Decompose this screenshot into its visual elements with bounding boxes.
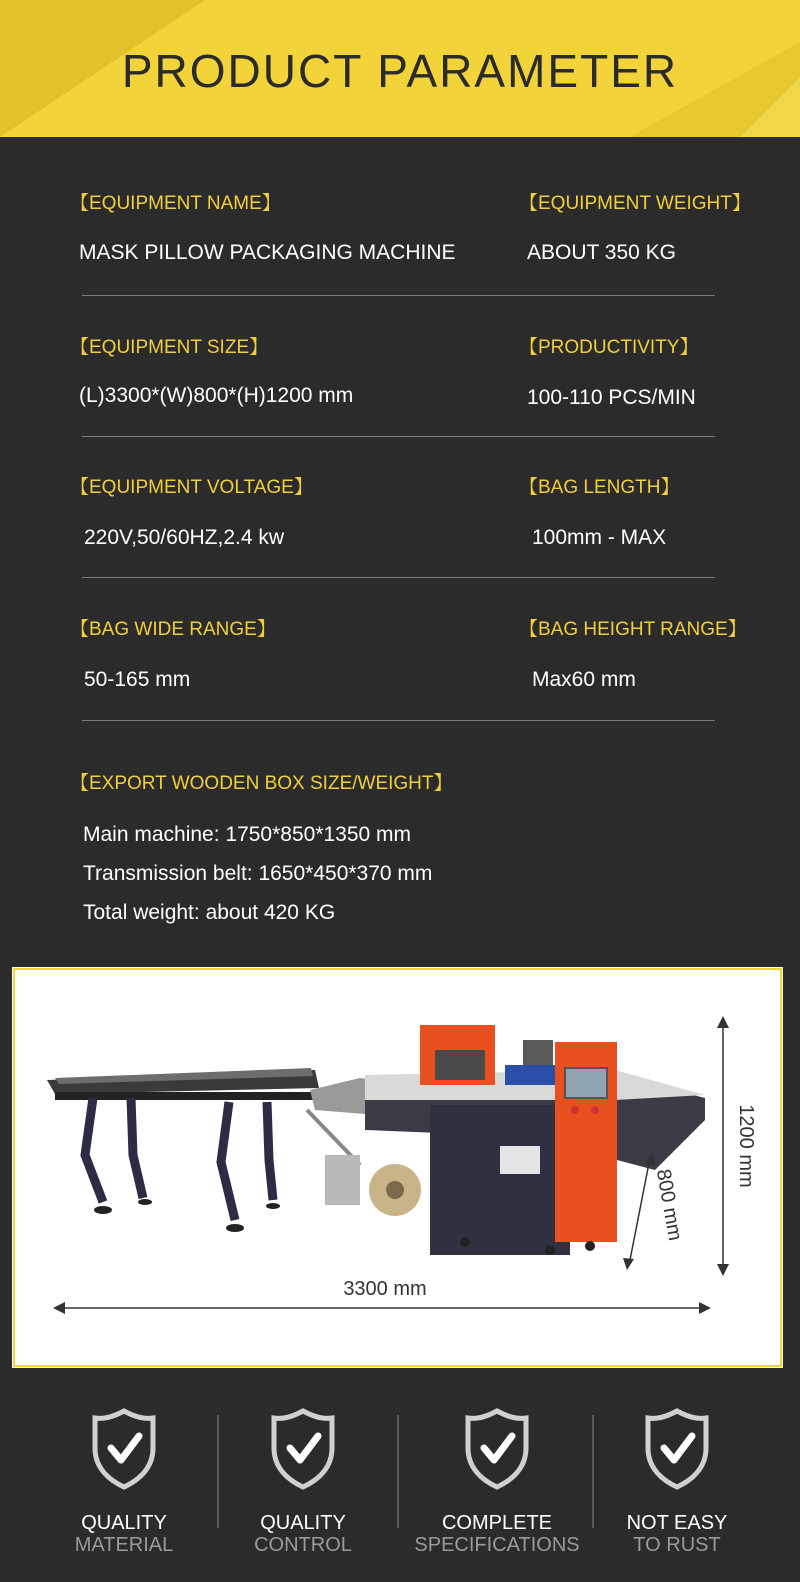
equipment-voltage-value: 220V,50/60HZ,2.4 kw bbox=[84, 526, 285, 549]
width-dimension bbox=[623, 1152, 656, 1270]
width-dimension-label: 800 mm bbox=[651, 1167, 687, 1243]
shield-check-icon bbox=[270, 1408, 336, 1490]
feature-separator bbox=[397, 1415, 399, 1528]
export-box-label: 【EXPORT WOODEN BOX SIZE/WEIGHT】 bbox=[70, 773, 453, 794]
shield-check-icon bbox=[91, 1408, 157, 1490]
conveyor-belt bbox=[47, 1068, 319, 1232]
feature-quality-material bbox=[39, 1408, 209, 1556]
bag-length-label: 【BAG LENGTH】 bbox=[519, 477, 680, 498]
equipment-size-value: (L)3300*(W)800*(H)1200 mm bbox=[79, 384, 354, 407]
shield-check-icon bbox=[644, 1408, 710, 1490]
bag-wide-range-value: 50-165 mm bbox=[84, 668, 191, 691]
feature-title: QUALITY bbox=[81, 1512, 167, 1534]
export-line-total-weight: Total weight: about 420 KG bbox=[83, 901, 336, 924]
equipment-size-label: 【EQUIPMENT SIZE】 bbox=[70, 337, 269, 358]
productivity-label: 【PRODUCTIVITY】 bbox=[519, 337, 699, 358]
machine-illustration bbox=[15, 970, 780, 1365]
header-banner bbox=[0, 0, 800, 137]
length-dimension bbox=[53, 1302, 711, 1314]
feature-subtitle: TO RUST bbox=[633, 1534, 721, 1556]
export-line-transmission-belt: Transmission belt: 1650*450*370 mm bbox=[83, 862, 433, 885]
feature-subtitle: SPECIFICATIONS bbox=[414, 1534, 580, 1556]
page-title: PRODUCT PARAMETER bbox=[121, 45, 679, 97]
equipment-name-label: 【EQUIPMENT NAME】 bbox=[70, 193, 281, 214]
equipment-weight-value: ABOUT 350 KG bbox=[527, 241, 677, 264]
divider bbox=[82, 436, 715, 437]
bag-length-value: 100mm - MAX bbox=[532, 526, 667, 549]
feature-subtitle: MATERIAL bbox=[74, 1534, 174, 1556]
bag-wide-range-label: 【BAG WIDE RANGE】 bbox=[70, 619, 276, 640]
feature-title: QUALITY bbox=[260, 1512, 346, 1534]
divider bbox=[82, 720, 715, 721]
equipment-voltage-label: 【EQUIPMENT VOLTAGE】 bbox=[70, 477, 313, 498]
bag-height-range-label: 【BAG HEIGHT RANGE】 bbox=[519, 619, 747, 640]
bag-height-range-value: Max60 mm bbox=[532, 668, 636, 691]
feature-title: NOT EASY bbox=[626, 1512, 728, 1534]
export-box-details bbox=[83, 815, 432, 932]
productivity-value: 100-110 PCS/MIN bbox=[527, 386, 696, 409]
equipment-weight-label: 【EQUIPMENT WEIGHT】 bbox=[519, 193, 751, 214]
divider bbox=[82, 295, 715, 296]
height-dimension bbox=[717, 1016, 729, 1276]
main-machine-body bbox=[365, 1025, 705, 1255]
divider bbox=[82, 577, 715, 578]
feature-not-easy-to-rust bbox=[592, 1408, 762, 1556]
feature-complete-specifications bbox=[412, 1408, 582, 1556]
feature-subtitle: CONTROL bbox=[254, 1534, 352, 1556]
shield-check-icon bbox=[464, 1408, 530, 1490]
height-dimension-label: 1200 mm bbox=[735, 1104, 757, 1188]
feature-quality-control bbox=[218, 1408, 388, 1556]
export-line-main-machine: Main machine: 1750*850*1350 mm bbox=[83, 823, 412, 846]
feature-title: COMPLETE bbox=[441, 1512, 553, 1534]
machine-image-panel bbox=[13, 968, 782, 1367]
length-dimension-label: 3300 mm bbox=[343, 1278, 427, 1300]
equipment-name-value: MASK PILLOW PACKAGING MACHINE bbox=[79, 241, 456, 264]
